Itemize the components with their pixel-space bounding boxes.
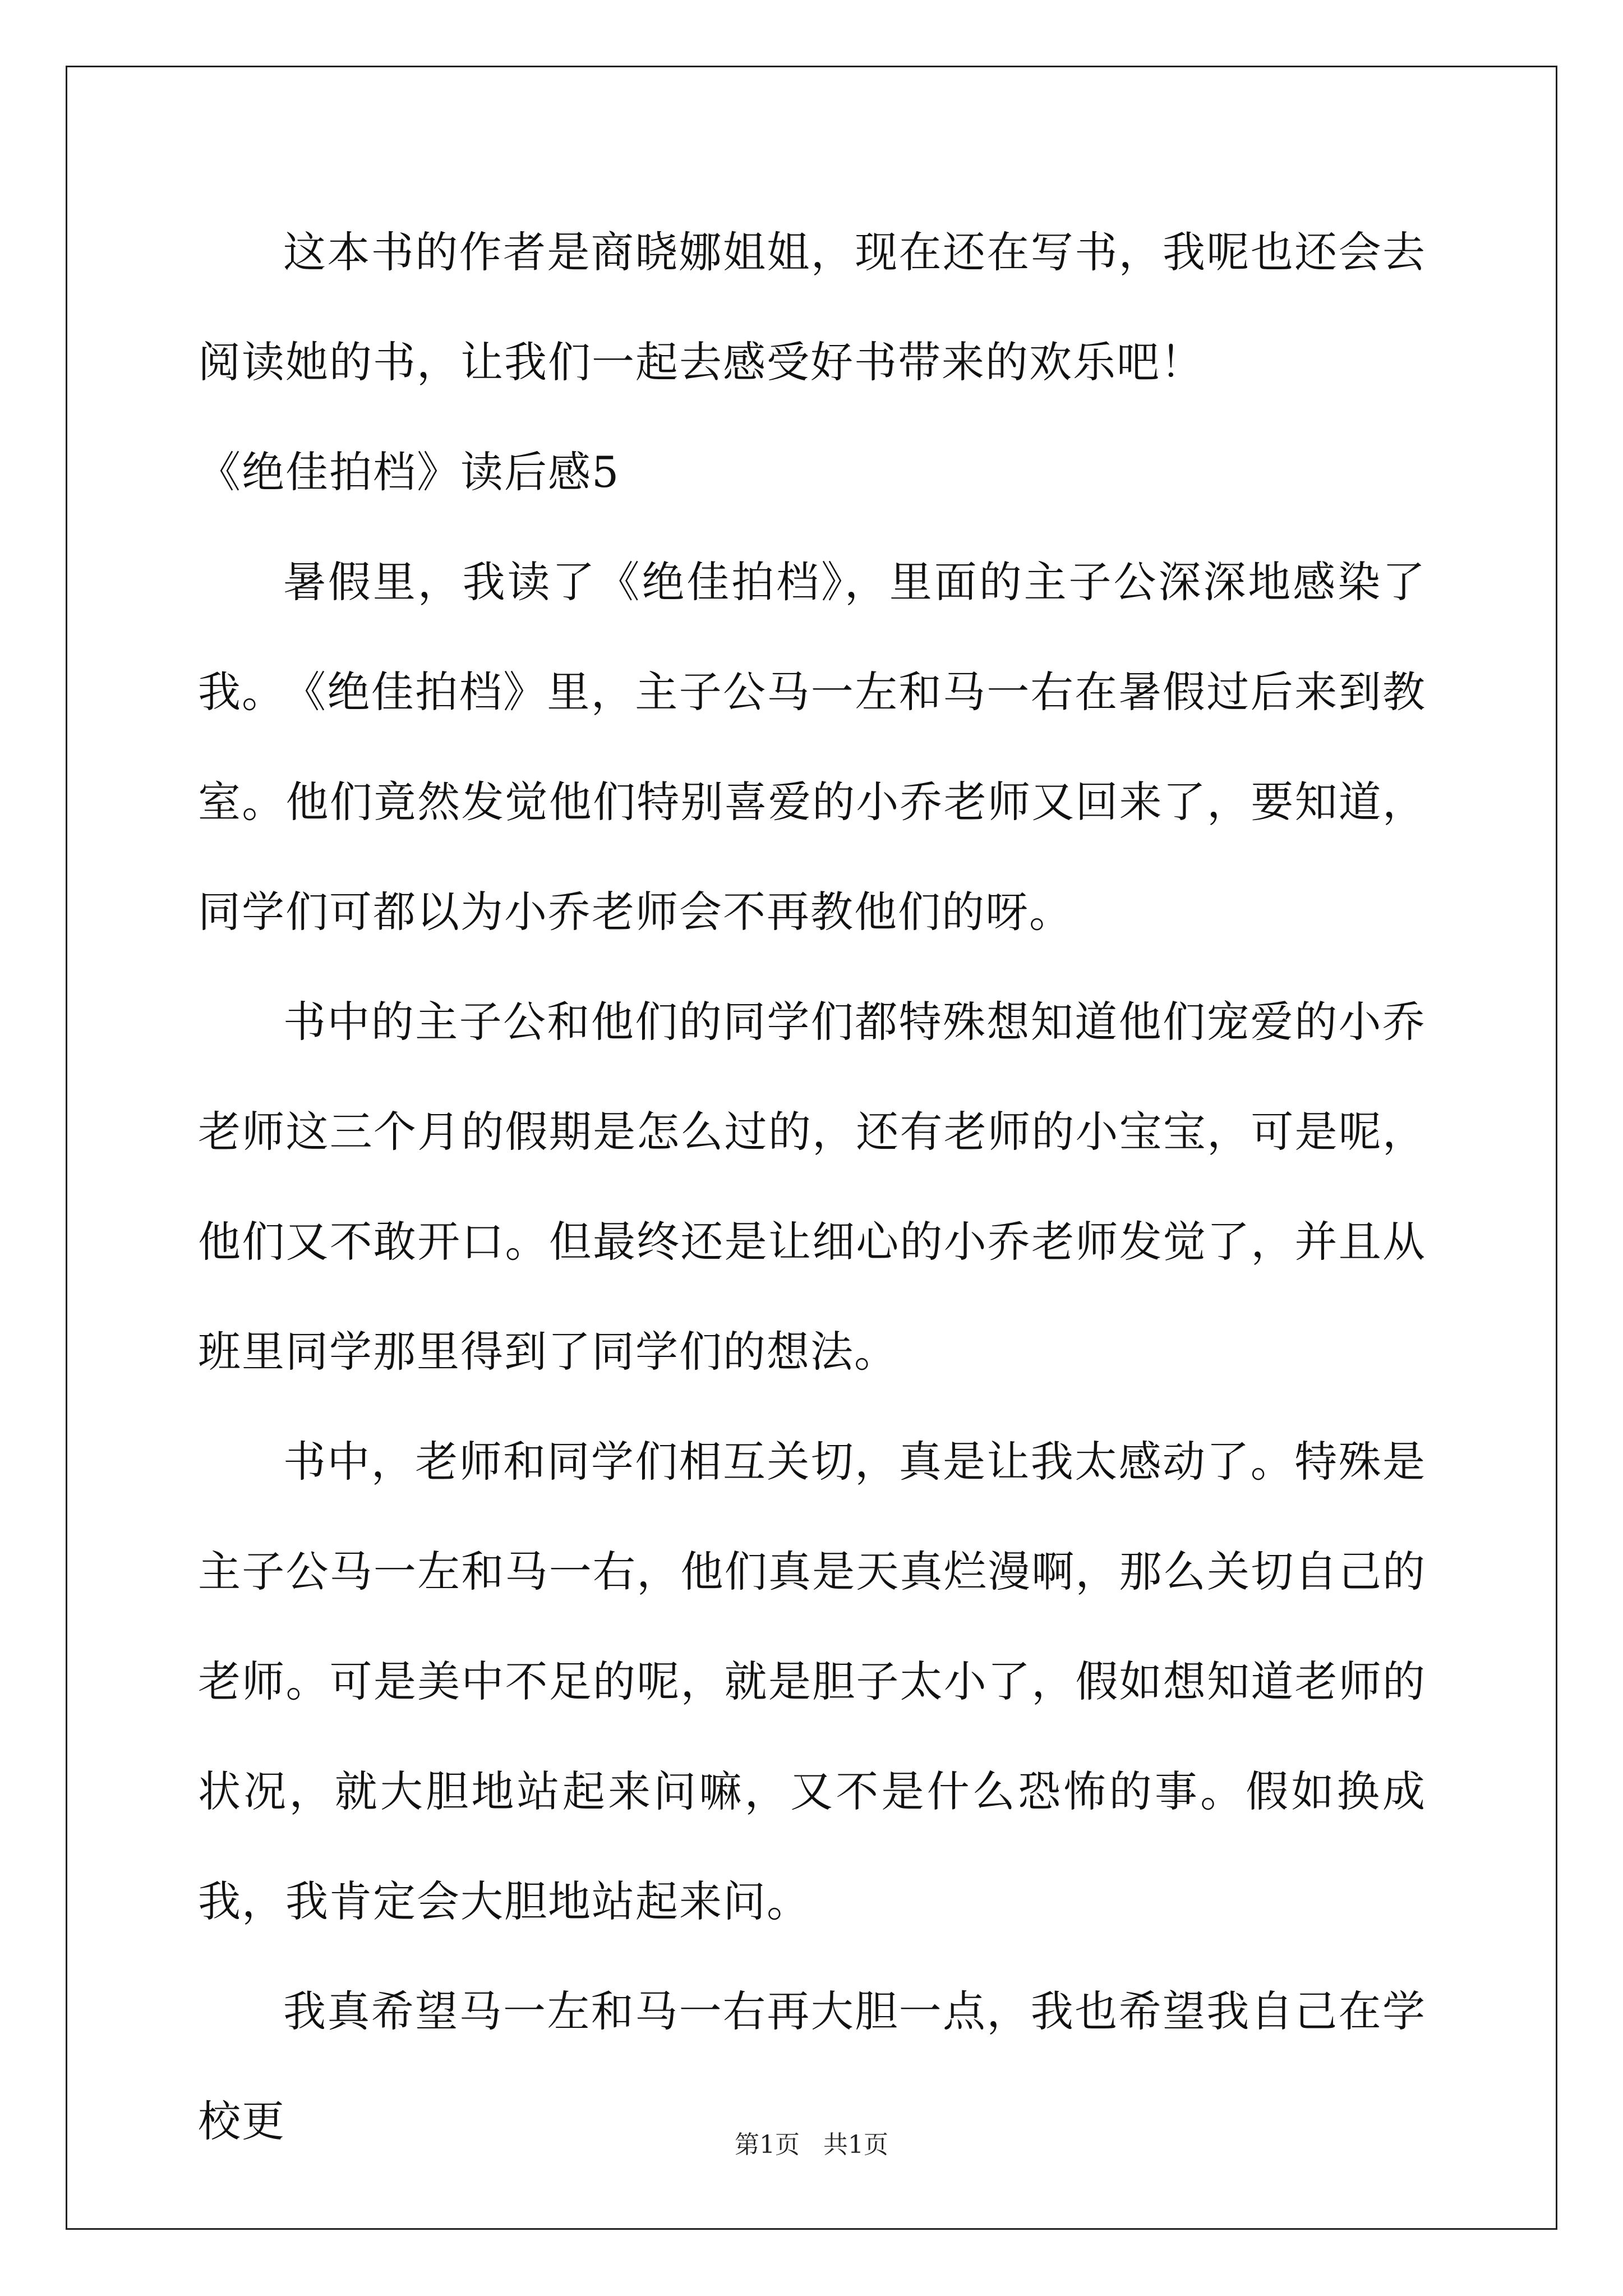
paragraph-3: 《绝佳拍档》里，主子公马一左和马一右在暑假过后来到教室。他们竟然发觉他们特别喜爱的小乔老师又回来了，要知道，同学们可都以为小乔老师会不再教他们的呀。 [198, 667, 1426, 937]
paragraph-2: 暑假里，我读了《绝佳拍档》，里面的主子公深深地感染了我。 [198, 557, 1426, 717]
page-number-current: 第1页 [735, 2131, 800, 2159]
paragraph-5: 书中，老师和同学们相互关切，真是让我太感动了。特殊是主子公马一左和马一右，他们真是天真烂漫啊，那么关切自己的老师。可是美中不足的呢，就是胆子太小了，假如想知道老师的状况，就大胆地站起来问嘛，又不是什么恐怖的事。假如换成我，我肯定会大胆地站起来问。 [198, 1437, 1426, 1926]
page-footer [0, 2128, 1623, 2162]
page-number-total: 共1页 [823, 2131, 888, 2159]
paragraph-4: 书中的主子公和他们的同学们都特殊想知道他们宠爱的小乔老师这三个月的假期是怎么过的，还有老师的小宝宝，可是呢，他们又不敢开口。但最终还是让细心的小乔老师发觉了，并且从班里同学那里得到了同学们的想法。 [198, 997, 1426, 1377]
paragraph-1: 这本书的作者是商晓娜姐姐，现在还在写书，我呢也还会去阅读她的书，让我们一起去感受好书带来的欢乐吧！ [198, 227, 1426, 387]
paragraph-6: 我真希望马一左和马一右再大胆一点，我也希望我自己在学校更 [198, 1986, 1426, 2146]
section-heading: 《绝佳拍档》读后感5 [198, 447, 620, 497]
